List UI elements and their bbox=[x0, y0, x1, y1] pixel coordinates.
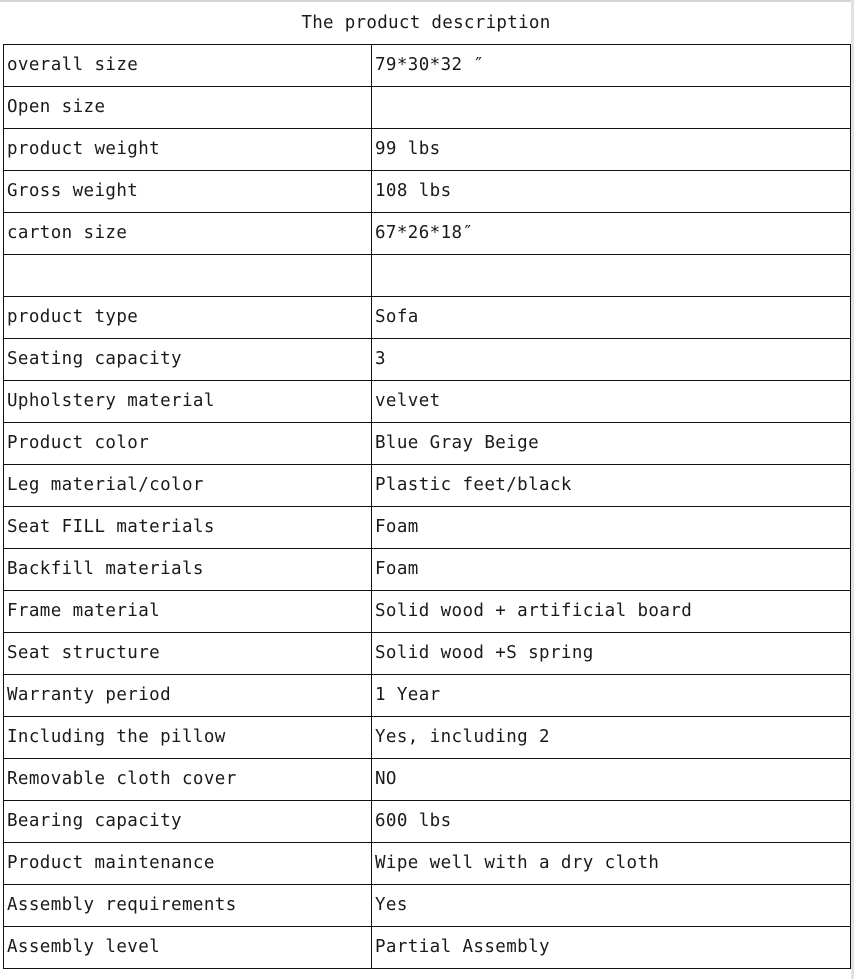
spec-label-cell[interactable]: Bearing capacity bbox=[4, 801, 372, 843]
table-row bbox=[4, 885, 851, 927]
spec-value-cell[interactable]: Solid wood + artificial board bbox=[372, 591, 851, 633]
spec-label-cell[interactable]: Upholstery material bbox=[4, 381, 372, 423]
spec-value-cell[interactable]: 67*26*18″ bbox=[372, 213, 851, 255]
table-row bbox=[4, 591, 851, 633]
spec-label-cell[interactable]: Warranty period bbox=[4, 675, 372, 717]
table-row bbox=[4, 633, 851, 675]
spec-label-cell[interactable]: Assembly requirements bbox=[4, 885, 372, 927]
spec-label-cell[interactable]: Backfill materials bbox=[4, 549, 372, 591]
spec-value-cell[interactable]: 108 lbs bbox=[372, 171, 851, 213]
table-row bbox=[4, 675, 851, 717]
spec-label-cell[interactable] bbox=[4, 255, 372, 297]
table-row bbox=[4, 507, 851, 549]
spec-value-cell[interactable]: Plastic feet/black bbox=[372, 465, 851, 507]
spec-value-cell[interactable] bbox=[372, 87, 851, 129]
table-row bbox=[4, 297, 851, 339]
spec-value-cell[interactable]: 99 lbs bbox=[372, 129, 851, 171]
spec-label-cell[interactable]: Product maintenance bbox=[4, 843, 372, 885]
table-row bbox=[4, 759, 851, 801]
spec-label-cell[interactable]: Leg material/color bbox=[4, 465, 372, 507]
table-row bbox=[4, 171, 851, 213]
product-spec-body bbox=[4, 45, 851, 969]
spec-label-cell[interactable]: Seat structure bbox=[4, 633, 372, 675]
spec-label-cell[interactable]: Open size bbox=[4, 87, 372, 129]
spec-label-cell[interactable]: Removable cloth cover bbox=[4, 759, 372, 801]
spec-value-cell[interactable]: 3 bbox=[372, 339, 851, 381]
spec-label-cell[interactable]: Gross weight bbox=[4, 171, 372, 213]
spec-label-cell[interactable]: Including the pillow bbox=[4, 717, 372, 759]
spec-value-cell[interactable]: Blue Gray Beige bbox=[372, 423, 851, 465]
table-row bbox=[4, 843, 851, 885]
spec-value-cell[interactable]: Solid wood +S spring bbox=[372, 633, 851, 675]
table-row bbox=[4, 927, 851, 969]
table-row bbox=[4, 339, 851, 381]
spec-label-cell[interactable]: Frame material bbox=[4, 591, 372, 633]
table-row bbox=[4, 465, 851, 507]
table-row bbox=[4, 549, 851, 591]
table-row bbox=[4, 381, 851, 423]
table-row bbox=[4, 423, 851, 465]
table-row bbox=[4, 717, 851, 759]
spec-value-cell[interactable] bbox=[372, 255, 851, 297]
spec-value-cell[interactable]: Sofa bbox=[372, 297, 851, 339]
spec-label-cell[interactable]: product type bbox=[4, 297, 372, 339]
spec-label-cell[interactable]: Product color bbox=[4, 423, 372, 465]
spec-value-cell[interactable]: 79*30*32 ″ bbox=[372, 45, 851, 87]
table-row bbox=[4, 801, 851, 843]
spec-label-cell[interactable]: product weight bbox=[4, 129, 372, 171]
table-row bbox=[4, 213, 851, 255]
spec-value-cell[interactable]: NO bbox=[372, 759, 851, 801]
table-row bbox=[4, 255, 851, 297]
spec-value-cell[interactable]: Foam bbox=[372, 549, 851, 591]
spec-value-cell[interactable]: Yes bbox=[372, 885, 851, 927]
spec-value-cell[interactable]: Yes, including 2 bbox=[372, 717, 851, 759]
spec-label-cell[interactable]: Seat FILL materials bbox=[4, 507, 372, 549]
spec-label-cell[interactable]: Seating capacity bbox=[4, 339, 372, 381]
spec-value-cell[interactable]: Partial Assembly bbox=[372, 927, 851, 969]
product-spec-table bbox=[3, 44, 851, 969]
table-title[interactable]: The product description bbox=[301, 13, 551, 33]
table-row bbox=[4, 87, 851, 129]
spec-value-cell[interactable]: velvet bbox=[372, 381, 851, 423]
spec-label-cell[interactable]: overall size bbox=[4, 45, 372, 87]
spec-value-cell[interactable]: 600 lbs bbox=[372, 801, 851, 843]
spec-label-cell[interactable]: Assembly level bbox=[4, 927, 372, 969]
table-row bbox=[4, 45, 851, 87]
spec-label-cell[interactable]: carton size bbox=[4, 213, 372, 255]
spec-value-cell[interactable]: 1 Year bbox=[372, 675, 851, 717]
table-row bbox=[4, 129, 851, 171]
spec-value-cell[interactable]: Foam bbox=[372, 507, 851, 549]
spec-value-cell[interactable]: Wipe well with a dry cloth bbox=[372, 843, 851, 885]
